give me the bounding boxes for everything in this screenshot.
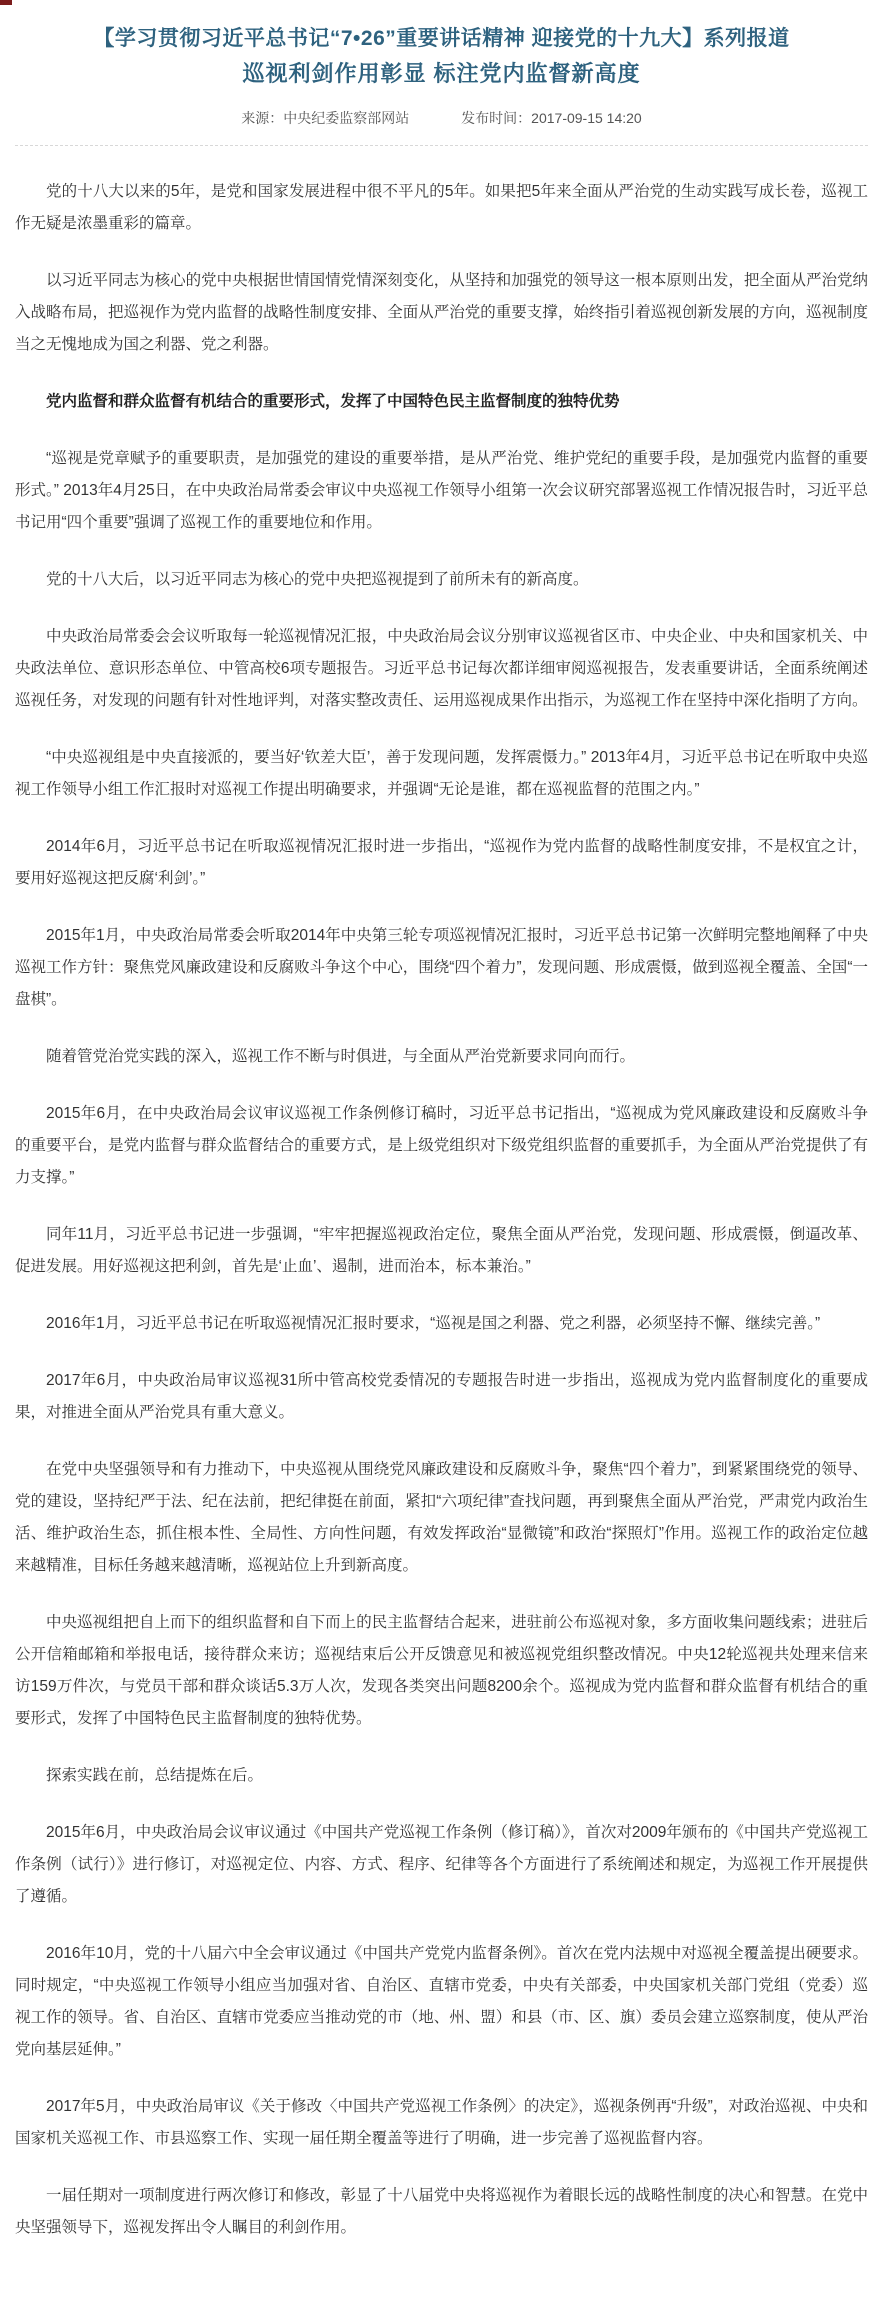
article-paragraph: 2017年5月，中央政治局审议《关于修改〈中国共产党巡视工作条例〉的决定》，巡视条例再“升级”，对政治巡视、中央和国家机关巡视工作、市县巡察工作、实现一届任期全覆盖等进行了明确，进一步完善了巡视监督内容。: [15, 2098, 868, 2147]
source-label: 来源：中央纪委监察部网站: [241, 110, 410, 126]
article-paragraph: 同年11月，习近平总书记进一步强调，“牢牢把握巡视政治定位，聚焦全面从严治党，发现问题、形成震慑，倒逼改革、促进发展。用好巡视这把利剑，首先是‘止血’、遏制，进而治本，标本兼治。”: [15, 1226, 868, 1275]
article-paragraph: “巡视是党章赋予的重要职责，是加强党的建设的重要举措，是从严治党、维护党纪的重要手段，是加强党内监督的重要形式。” 2013年4月25日，在中央政治局常委会审议中央巡视工作领导小组第一次会议研究部署巡视工作情况报告时，习近平总书记用“四个重要”强调了巡视工作的重要地位和作用。: [15, 450, 868, 531]
article-paragraph: 2015年6月，中央政治局会议审议通过《中国共产党巡视工作条例（修订稿）》，首次对2009年颁布的《中国共产党巡视工作条例（试行）》进行修订，对巡视定位、内容、方式、程序、纪律等各个方面进行了系统阐述和规定，为巡视工作开展提供了遵循。: [15, 1824, 868, 1905]
series-title: 【学习贯彻习近平总书记“7•26”重要讲话精神 迎接党的十九大】系列报道: [93, 27, 790, 50]
article-paragraph: 2014年6月，习近平总书记在听取巡视情况汇报时进一步指出，“巡视作为党内监督的战略性制度安排，不是权宜之计，要用好巡视这把反腐‘利剑’。”: [15, 838, 868, 887]
article-paragraph: 2016年1月，习近平总书记在听取巡视情况汇报时要求，“巡视是国之利器、党之利器，必须坚持不懈、继续完善。”: [46, 1315, 821, 1332]
section-heading: 党内监督和群众监督有机结合的重要形式，发挥了中国特色民主监督制度的独特优势: [46, 393, 620, 410]
article-paragraph: 随着管党治党实践的深入，巡视工作不断与时俱进，与全面从严治党新要求同向而行。: [46, 1048, 636, 1065]
article-paragraph: 党的十八大后，以习近平同志为核心的党中央把巡视提到了前所未有的新高度。: [46, 571, 589, 588]
article-paragraph: 2015年6月，在中央政治局会议审议巡视工作条例修订稿时，习近平总书记指出，“巡视成为党风廉政建设和反腐败斗争的重要平台，是党内监督与群众监督结合的重要方式，是上级党组织对下级党组织监督的重要抓手，为全面从严治党提供了有力支撑。”: [15, 1105, 868, 1186]
dashed-divider: [15, 145, 868, 146]
article-paragraph: 2015年1月，中央政治局常委会听取2014年中央第三轮专项巡视情况汇报时，习近平总书记第一次鲜明完整地阐释了中央巡视工作方针：聚焦党风廉政建设和反腐败斗争这个中心，围绕“四个着力”，发现问题、形成震慑，做到巡视全覆盖、全国“一盘棋”。: [15, 927, 868, 1008]
article-paragraph: 2016年10月，党的十八届六中全会审议通过《中国共产党党内监督条例》。首次在党内法规中对巡视全覆盖提出硬要求。同时规定，“中央巡视工作领导小组应当加强对省、自治区、直辖市党委，中央有关部委，中央国家机关部门党组（党委）巡视工作的领导。省、自治区、直辖市党委应当推动党的市（地、州、盟）和县（市、区、旗）委员会建立巡察制度，使从严治党向基层延伸。”: [15, 1945, 868, 2058]
article-paragraph: 一届任期对一项制度进行两次修订和修改，彰显了十八届党中央将巡视作为着眼长远的战略性制度的决心和智慧。在党中央坚强领导下，巡视发挥出令人瞩目的利剑作用。: [15, 2187, 868, 2236]
title-block: [15, 22, 868, 91]
article-title: 巡视利剑作用彰显 标注党内监督新高度: [242, 61, 641, 86]
publish-time-label: 发布时间：2017-09-15 14:20: [461, 110, 642, 126]
article-body: [15, 148, 868, 2244]
article-meta: [15, 108, 868, 128]
article-paragraph: “中央巡视组是中央直接派的，要当好‘钦差大臣’，善于发现问题，发挥震慑力。” 2013年4月，习近平总书记在听取中央巡视工作领导小组工作汇报时对巡视工作提出明确要求，并强调“无论是谁，都在巡视监督的范围之内。”: [15, 749, 868, 798]
article-paragraph: 2017年6月，中央政治局审议巡视31所中管高校党委情况的专题报告时进一步指出，巡视成为党内监督制度化的重要成果，对推进全面从严治党具有重大意义。: [15, 1372, 868, 1421]
article-paragraph: 以习近平同志为核心的党中央根据世情国情党情深刻变化，从坚持和加强党的领导这一根本原则出发，把全面从严治党纳入战略布局，把巡视作为党内监督的战略性制度安排、全面从严治党的重要支撑，始终指引着巡视创新发展的方向，巡视制度当之无愧地成为国之利器、党之利器。: [15, 272, 868, 353]
top-left-red-mark: [0, 0, 12, 5]
article-paragraph: 在党中央坚强领导和有力推动下，中央巡视从围绕党风廉政建设和反腐败斗争，聚焦“四个着力”，到紧紧围绕党的领导、党的建设，坚持纪严于法、纪在法前，把纪律挺在前面，紧扣“六项纪律”查找问题，再到聚焦全面从严治党，严肃党内政治生活、维护政治生态，抓住根本性、全局性、方向性问题，有效发挥政治“显微镜”和政治“探照灯”作用。巡视工作的政治定位越来越精准，目标任务越来越清晰，巡视站位上升到新高度。: [15, 1461, 868, 1574]
article-paragraph: 党的十八大以来的5年，是党和国家发展进程中很不平凡的5年。如果把5年来全面从严治党的生动实践写成长卷，巡视工作无疑是浓墨重彩的篇章。: [15, 183, 868, 232]
article-paragraph: 中央政治局常委会会议听取每一轮巡视情况汇报，中央政治局会议分别审议巡视省区市、中央企业、中央和国家机关、中央政法单位、意识形态单位、中管高校6项专题报告。习近平总书记每次都详细审阅巡视报告，发表重要讲话，全面系统阐述巡视任务，对发现的问题有针对性地评判，对落实整改责任、运用巡视成果作出指示，为巡视工作在坚持中深化指明了方向。: [15, 628, 868, 709]
article-paragraph: 中央巡视组把自上而下的组织监督和自下而上的民主监督结合起来，进驻前公布巡视对象，多方面收集问题线索；进驻后公开信箱邮箱和举报电话，接待群众来访；巡视结束后公开反馈意见和被巡视党组织整改情况。中央12轮巡视共处理来信来访159万件次，与党员干部和群众谈话5.3万人次，发现各类突出问题8200余个。巡视成为党内监督和群众监督有机结合的重要形式，发挥了中国特色民主监督制度的独特优势。: [15, 1614, 868, 1727]
article-paragraph: 探索实践在前，总结提炼在后。: [46, 1767, 264, 1784]
